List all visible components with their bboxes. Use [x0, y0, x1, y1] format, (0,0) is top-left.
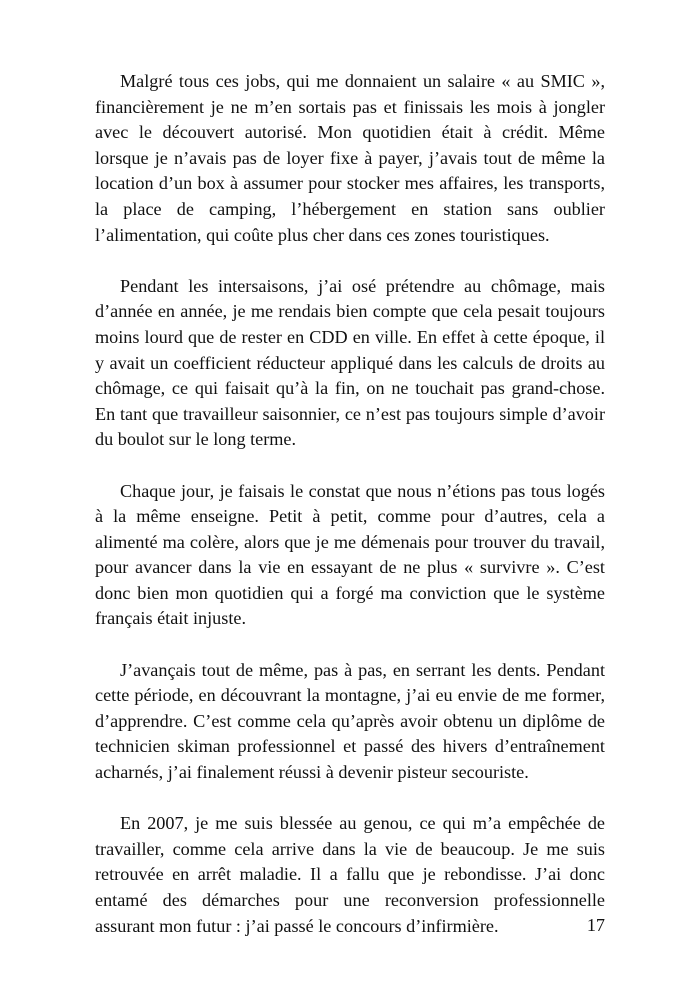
paragraph: J’avançais tout de même, pas à pas, en serrant les dents. Pendant cette période, en découvrant la montagne, j’ai eu envie de me former, d’apprendre. C’est comme cela qu’après avoir obtenu un diplôme de technicien skiman professionnel et passé des hivers d’entraînement acharnés, j’ai finalement réussi à devenir pisteur secouriste.	[95, 659, 605, 783]
paragraph: Malgré tous ces jobs, qui me donnaient un salaire « au SMIC », financièrement je ne m’en sortais pas et finissais les mois à jongler avec le découvert autorisé. Mon quotidien était à crédit. Même lorsque je n’avais pas de loyer fixe à payer, j’avais tout de même la location d’un box à assumer pour stocker mes affaires, les transports, la place de camping, l’hébergement en station sans oublier l’alimentation, qui coûte plus cher dans ces zones touristiques.	[95, 71, 605, 245]
body-text	[95, 69, 605, 965]
paragraph: Pendant les intersaisons, j’ai osé prétendre au chômage, mais d’année en année, je me rendais bien compte que cela pesait toujours moins lourd que de rester en CDD en ville. En effet à cette époque, il y avait un coefficient réducteur appliqué dans les calculs de droits au chômage, ce qui faisait qu’à la fin, on ne touchait pas grand-chose. En tant que travailleur saisonnier, ce n’est pas toujours simple d’avoir du boulot sur le long terme.	[95, 275, 605, 450]
page-number: 17	[586, 915, 605, 935]
paragraph: En 2007, je me suis blessée au genou, ce qui m’a empêchée de travailler, comme cela arrive dans la vie de beaucoup. Je me suis retrouvée en arrêt maladie. Il a fallu que je rebondisse. J’ai donc entamé des démarches pour une reconversion professionnelle assurant mon futur : j’ai passé le concours d’infirmière.	[95, 813, 605, 936]
paragraph: Chaque jour, je faisais le constat que nous n’étions pas tous logés à la même enseigne. Petit à petit, comme pour d’autres, cela a alimenté ma colère, alors que je me démenais pour trouver du travail, pour avancer dans la vie en essayant de ne plus « survivre ». C’est donc bien mon quotidien qui a forgé ma conviction que le système français était injuste.	[95, 480, 605, 629]
